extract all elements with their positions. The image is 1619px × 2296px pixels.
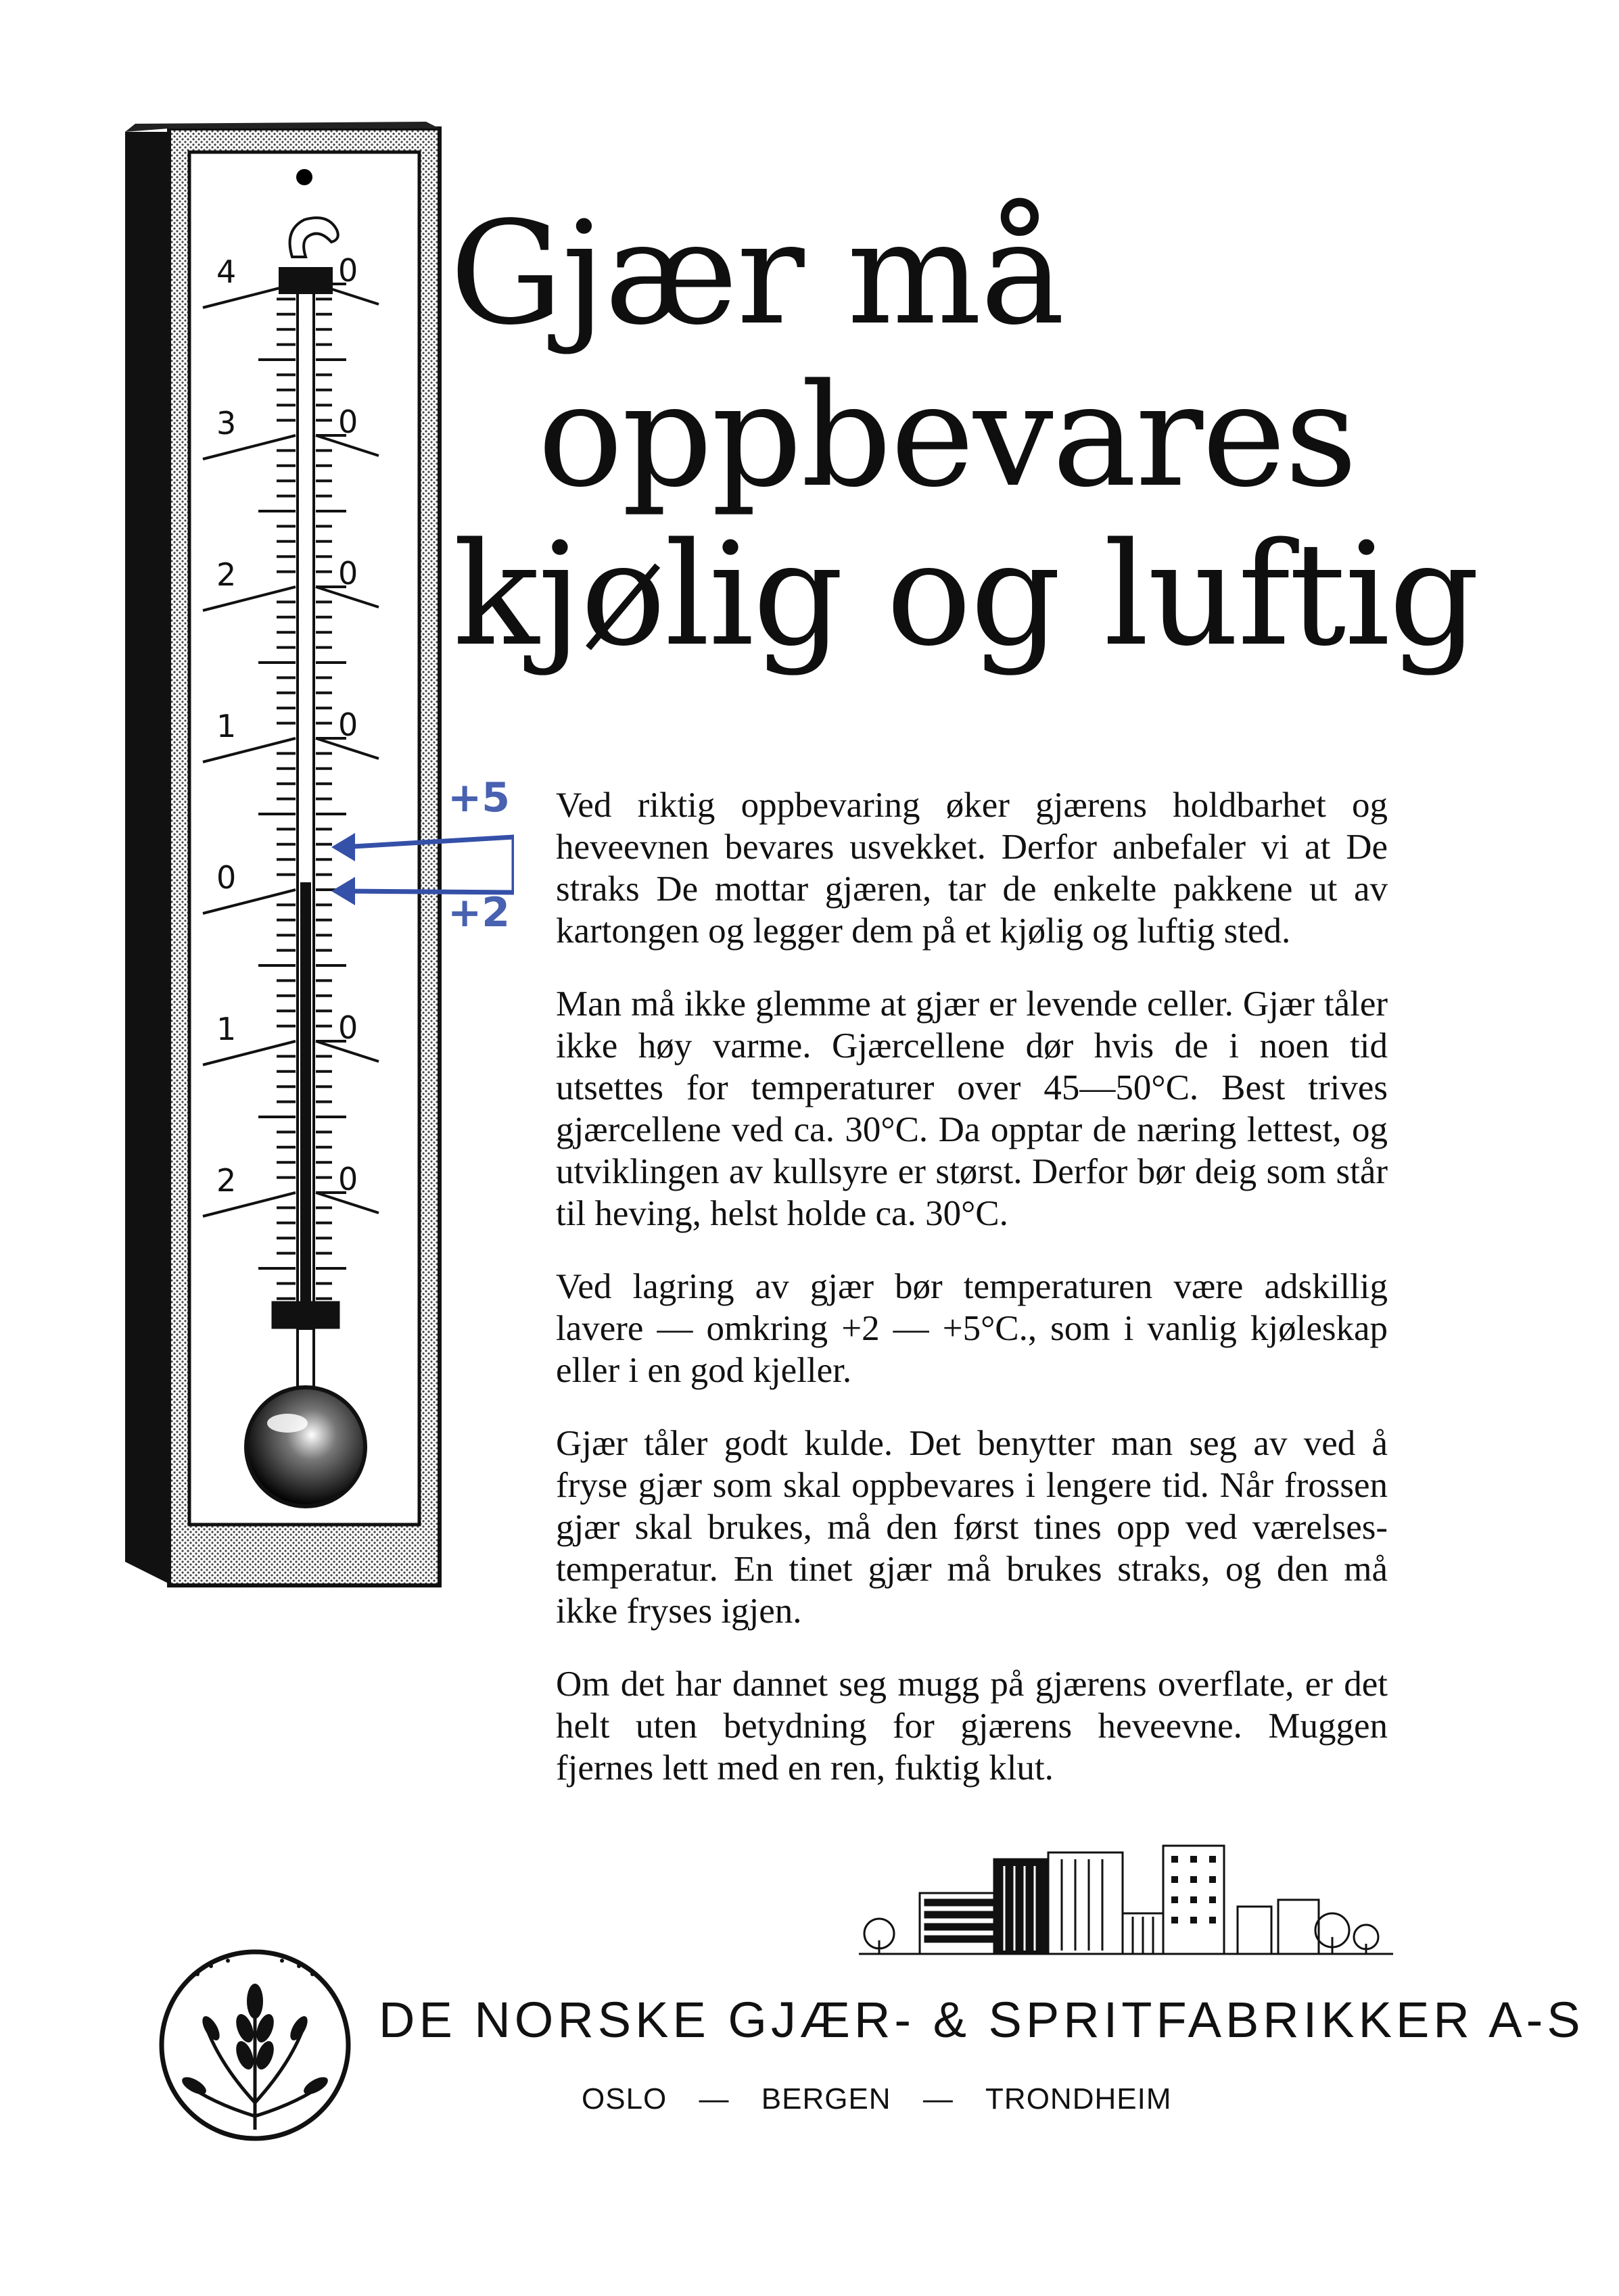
left-scale-number: 1	[216, 708, 237, 744]
city-bergen: BERGEN	[761, 2082, 891, 2115]
right-scale-number: 0	[338, 1009, 358, 1046]
left-scale-number: 2	[216, 1162, 237, 1199]
headline-line-3: kjølig og luftig	[453, 512, 1479, 677]
thermometer-illustration	[0, 0, 514, 1609]
headline-line-2: oppbevares	[538, 353, 1357, 519]
paragraph-4: Gjær tåler godt kulde. Det benytter man seg av ved å fryse gjær som skal oppbevares i lengere tid. Når frossen gjær skal brukes, må den først tines opp ved værelses-temperatur. En tinet gjær må brukes straks, og den må ikke fryses igjen.	[556, 1424, 1388, 1631]
headline-line-1: Gjær må	[450, 191, 1064, 356]
hanging-hole	[296, 169, 312, 185]
thermometer-bulb	[246, 1387, 365, 1506]
tube-bottom-clamp	[272, 1301, 339, 1329]
left-scale-number: 3	[216, 405, 237, 441]
right-scale-number: 0	[338, 1161, 358, 1197]
mercury-column	[300, 882, 311, 1329]
paragraph-3: Ved lagring av gjær bør temperaturen være adskillig lavere — omkring +2 — +5°C., som i vanlig kjøleskap eller i en god kjeller.	[556, 1267, 1388, 1390]
wheat-emblem-logo	[157, 1947, 353, 2143]
city-oslo: OSLO	[582, 2082, 667, 2115]
right-scale-number: 0	[338, 707, 358, 743]
paragraph-1: Ved riktig oppbevaring øker gjærens holdbarhet og heveevnen bevares usvekket. Derfor anbefaler vi at De straks De mottar gjæren, tar de enkelte pakkene ut av kartongen og legger dem på et kjølig og luftig sted.	[556, 786, 1388, 951]
company-name: DE NORSKE GJÆR- & SPRITFABRIKKER A-S	[379, 1992, 1585, 2048]
left-scale-number: 4	[216, 254, 237, 290]
stamp-plus-five: +5	[448, 774, 511, 821]
left-scale-number: 2	[216, 556, 237, 593]
tube-top-cap	[279, 267, 333, 294]
right-scale-number: 0	[338, 252, 358, 289]
city-trondheim: TRONDHEIM	[985, 2082, 1172, 2115]
left-scale-number: 0	[216, 859, 237, 896]
body-text	[556, 784, 1388, 1820]
stamp-plus-two: +2	[448, 889, 511, 936]
paragraph-5: Om det har dannet seg mugg på gjærens overflate, er det helt uten betydning for gjærens heveevne. Muggen fjernes lett med en ren, fuktig klut.	[556, 1665, 1388, 1788]
paragraph-2: Man må ikke glemme at gjær er levende celler. Gjær tåler ikke høy varme. Gjærcellene dør hvis de i noen tid utsettes for temperaturer over 45—50°C. Best trives gjærcellene ved ca. 30°C. Da opptar de næring lettest, og utviklingen av kullsyre er størst. Derfor bør deig som står til heving, helst holde ca. 30°C.	[556, 984, 1388, 1233]
left-scale-number: 1	[216, 1011, 237, 1047]
right-scale-number: 0	[338, 404, 358, 440]
city-separator: —	[699, 2082, 730, 2115]
factory-illustration	[859, 1839, 1393, 1961]
frame-side	[125, 132, 172, 1585]
right-scale-number: 0	[338, 555, 358, 592]
city-list	[582, 2082, 1171, 2116]
city-separator: —	[922, 2082, 954, 2115]
